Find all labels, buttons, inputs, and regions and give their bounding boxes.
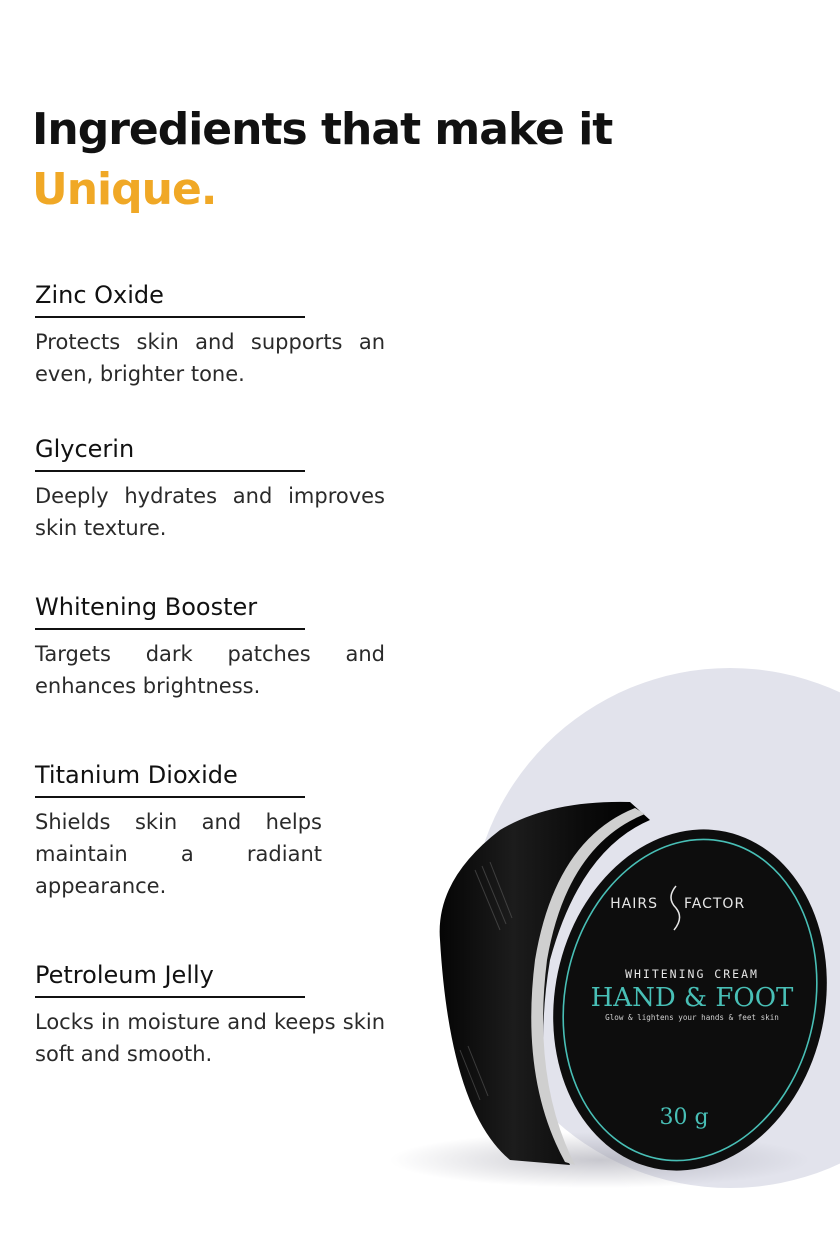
heading-line-2-accent: Unique. (32, 164, 217, 215)
page-heading (32, 100, 612, 220)
brand-left: HAIRS (610, 896, 658, 912)
product-tagline: Glow & lightens your hands & feet skin (605, 1013, 779, 1022)
ingredient-title: Glycerin (35, 434, 305, 472)
ingredient-description: Locks in moisture and keeps skin soft and smooth. (35, 1010, 385, 1066)
ingredient-title: Zinc Oxide (35, 280, 305, 318)
ingredient-title: Whitening Booster (35, 592, 305, 630)
ingredient-item (35, 760, 405, 902)
product-subtitle: WHITENING CREAM (625, 967, 759, 981)
ingredient-item (35, 960, 405, 1070)
product-jar-image (380, 790, 840, 1190)
ingredient-description: Targets dark patches and enhances brightness. (35, 642, 385, 698)
product-weight: 30 g (659, 1105, 709, 1130)
heading-line-1: Ingredients that make it (32, 104, 613, 155)
brand-right: FACTOR (684, 896, 746, 912)
ingredient-description: Protects skin and supports an even, brighter tone. (35, 330, 385, 386)
ingredient-item (35, 592, 405, 702)
ingredient-title: Titanium Dioxide (35, 760, 305, 798)
ingredient-title: Petroleum Jelly (35, 960, 305, 998)
product-name: HAND & FOOT (590, 983, 794, 1013)
ingredient-item (35, 280, 405, 390)
ingredient-item (35, 434, 405, 544)
ingredient-description: Shields skin and helps maintain a radiant appearance. (35, 810, 322, 898)
ingredient-description: Deeply hydrates and improves skin texture. (35, 484, 385, 540)
